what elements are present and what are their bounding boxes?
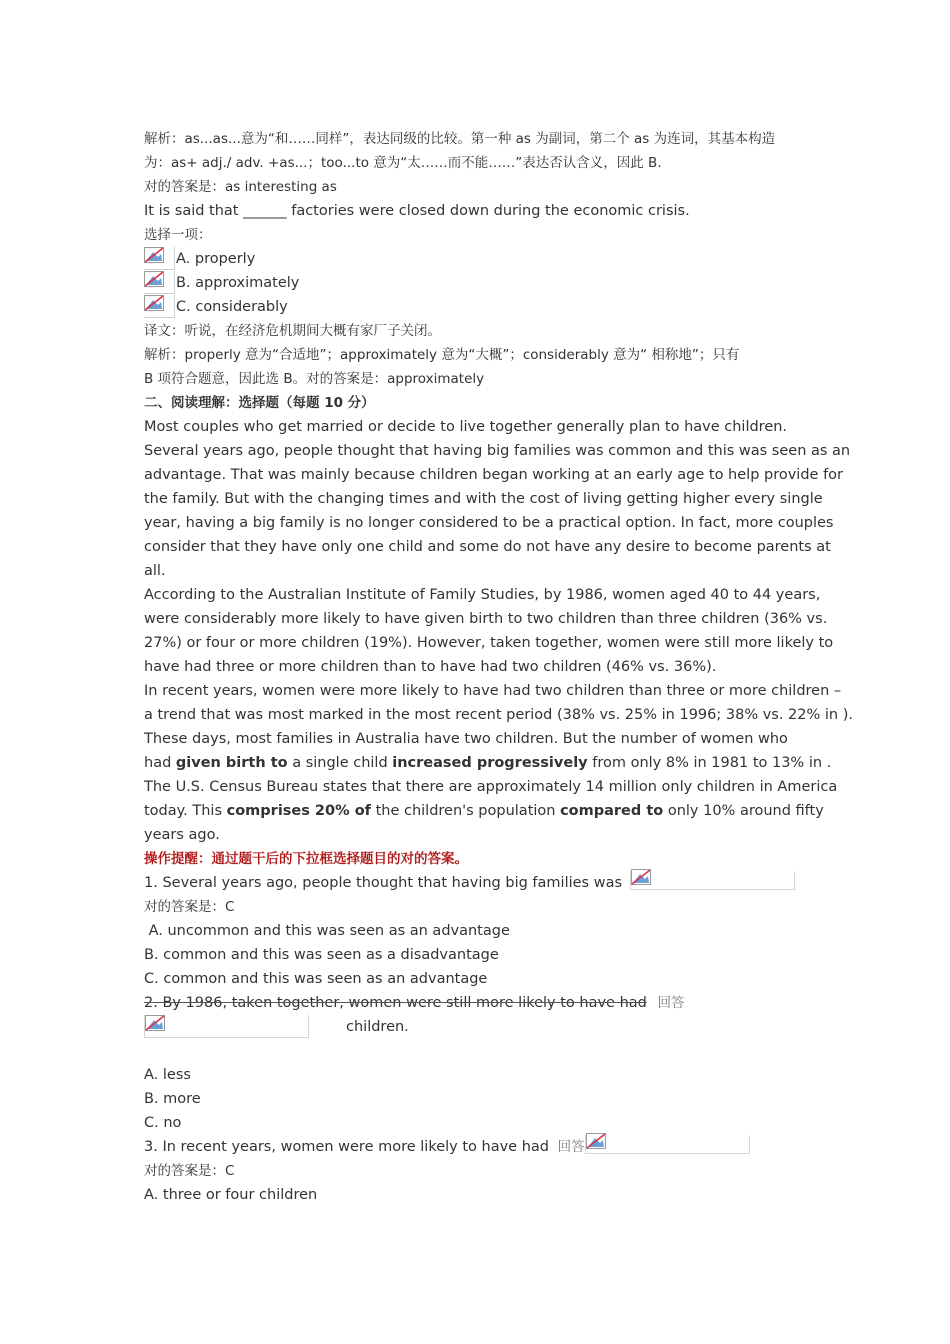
translation: 译文：听说，在经济危机期间大概有家厂子关闭。 [144, 323, 441, 339]
option-label: B. approximately [176, 275, 300, 291]
answer-dropdown[interactable] [144, 1015, 309, 1038]
answer-tag: 回答 [557, 1139, 585, 1155]
prev-analysis-line-2: 为：as+ adj./ adv. +as...；too...to 意为“太……而不能……”表达否认含义，因此 B. [144, 155, 662, 171]
passage-line: were considerably more likely to have given birth to two children than three children (36% vs. [144, 611, 828, 627]
passage-line: years ago. [144, 827, 220, 843]
passage-line: year, having a big family is no longer considered to be a practical option. In fact, more couples [144, 515, 834, 531]
prev-correct-answer: 对的答案是：as interesting as [144, 179, 337, 195]
passage-line: consider that they have only one child and some do not have any desire to become parents at [144, 539, 831, 555]
question-1-option: A. uncommon and this was seen as an advantage [144, 923, 510, 939]
text-run: only 10% around fifty [663, 803, 824, 819]
question-3-stem: 3. In recent years, women were more likely to have had [144, 1139, 549, 1155]
passage-line: advantage. That was mainly because children began working at an early age to help provide for [144, 467, 844, 483]
radio-button[interactable] [144, 247, 176, 271]
text-run: the children's population [370, 803, 561, 819]
passage-line: Several years ago, people thought that having big families was common and this was seen as an [144, 443, 851, 459]
text-run: today. This [144, 803, 227, 819]
bold-phrase: given birth to [175, 755, 288, 771]
option-label: C. considerably [176, 299, 288, 315]
passage-line: The U.S. Census Bureau states that there are approximately 14 million only children in America [144, 779, 838, 795]
passage-line: In recent years, women were more likely to have had two children than three or more children – [144, 683, 842, 699]
prev-analysis-line-1: 解析：as...as...意为“和……同样”，表达同级的比较。第一种 as 为副词，第二个 as 为连词，其基本构造 [144, 131, 776, 147]
document-page [144, 127, 853, 1207]
passage-line: These days, most families in Australia have two children. But the number of women who [144, 731, 788, 747]
question-1-answer: 对的答案是：C [144, 899, 235, 915]
passage-line: Most couples who get married or decide to live together generally plan to have children. [144, 419, 788, 435]
question-2-option: B. more [144, 1091, 201, 1107]
passage-line: the family. But with the changing times and with the cost of living getting higher every single [144, 491, 823, 507]
analysis-line-1: 解析：properly 意为“合适地”；approximately 意为“大概”；considerably 意为“ 相称地”；只有 [144, 347, 740, 363]
answer-tag: 回答 [657, 995, 685, 1011]
text-run: had [144, 755, 176, 771]
question-2-option: C. no [144, 1115, 182, 1131]
bold-phrase: comprises 20% of [226, 803, 371, 819]
question-1 [144, 871, 806, 895]
question-3 [144, 1135, 806, 1159]
bold-phrase: increased progressively [392, 755, 588, 771]
section-heading: 二、阅读理解：选择题（每题 10 分） [144, 395, 375, 411]
choose-one-prompt: 选择一项： [144, 227, 212, 243]
passage-line: 27%) or four or more children (19%). However, taken together, women were still more likely to [144, 635, 834, 651]
question-1-option: C. common and this was seen as an advantage [144, 971, 488, 987]
question-2-blank-row [144, 1015, 806, 1039]
question-stem: It is said that ______ factories were closed down during the economic crisis. [144, 203, 690, 219]
question-2-tail: children. [346, 1019, 409, 1035]
analysis-line-2: B 项符合题意，因此选 B。对的答案是：approximately [144, 371, 485, 387]
reading-passage [144, 415, 853, 847]
option-a[interactable] [144, 247, 806, 271]
passage-line: all. [144, 563, 166, 579]
question-2-option: A. less [144, 1067, 191, 1083]
passage-line: a trend that was most marked in the most recent period (38% vs. 25% in 1996; 38% vs. 22% in ). [144, 707, 853, 723]
question-2 [144, 991, 806, 1015]
answer-dropdown[interactable] [630, 871, 795, 890]
option-label: A. properly [176, 251, 256, 267]
broken-image-icon [586, 1133, 606, 1149]
text-run: a single child [287, 755, 393, 771]
option-c[interactable] [144, 295, 806, 319]
answer-dropdown[interactable] [585, 1135, 750, 1154]
question-2-stem: 2. By 1986, taken together, women were still more likely to have had [144, 995, 647, 1011]
passage-line-emphasis [144, 799, 824, 823]
passage-line: have had three or more children than to have had two children (46% vs. 36%). [144, 659, 717, 675]
option-b[interactable] [144, 271, 806, 295]
bold-phrase: compared to [560, 803, 664, 819]
broken-image-icon [145, 1015, 165, 1031]
radio-button[interactable] [144, 295, 176, 319]
text-run: from only 8% in 1981 to 13% in . [587, 755, 832, 771]
operation-tip: 操作提醒：通过题干后的下拉框选择题目的对的答案。 [144, 851, 468, 867]
passage-line-emphasis [144, 751, 832, 775]
question-1-option: B. common and this was seen as a disadvantage [144, 947, 499, 963]
radio-button[interactable] [144, 271, 176, 295]
question-3-answer: 对的答案是：C [144, 1163, 235, 1179]
question-3-option: A. three or four children [144, 1187, 318, 1203]
passage-line: According to the Australian Institute of Family Studies, by 1986, women aged 40 to 44 years, [144, 587, 821, 603]
question-1-stem: 1. Several years ago, people thought that having big families was [144, 875, 623, 891]
broken-image-icon [631, 869, 651, 885]
